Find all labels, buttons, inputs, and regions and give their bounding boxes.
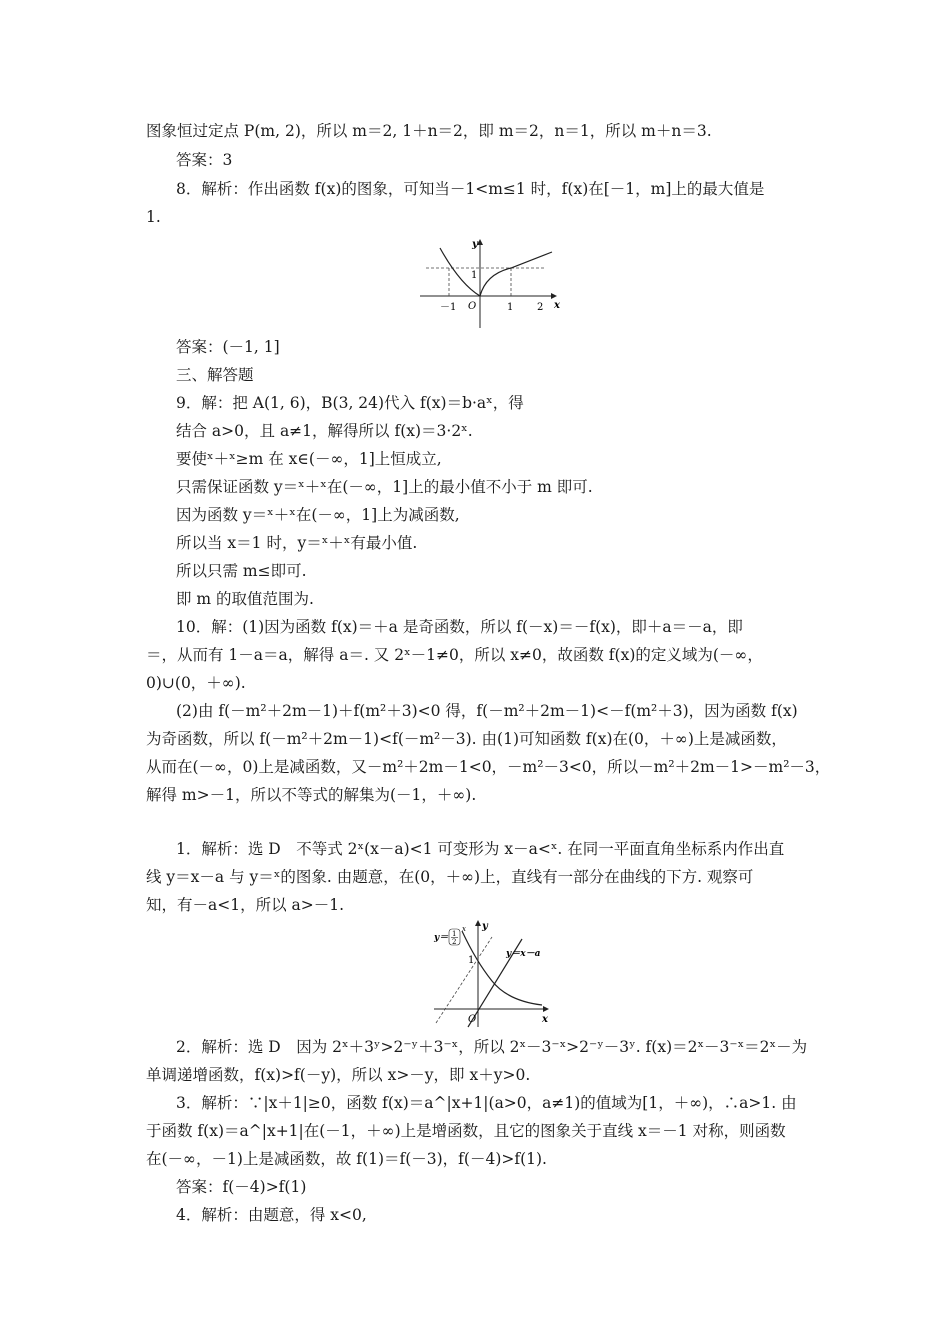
- text-line: 线 y＝x－a 与 y＝ˣ的图象. 由题意，在(0，＋∞)上，直线有一部分在曲线的下方. 观察可: [146, 868, 754, 886]
- text-line: 4．解析：由题意，得 x<0,: [176, 1206, 367, 1224]
- text-line: 1．解析：选 D 不等式 2ˣ(x－a)<1 可变形为 x－a<ˣ. 在同一平面直角坐标系内作出直: [176, 840, 785, 858]
- text-line: 1.: [146, 208, 161, 226]
- answer-line: 答案：3: [176, 151, 233, 169]
- text-line: 即 m 的取值范围为.: [176, 590, 314, 608]
- text-line: 为奇函数，所以 f(－m²＋2m－1)<f(－m²－3). 由(1)可知函数 f(x)在(0，＋∞)上是减函数，: [146, 730, 787, 748]
- x-tick-minus1: －1: [440, 302, 457, 313]
- x-axis-label: x: [554, 300, 560, 311]
- text-line: 要使ˣ＋ˣ≥m 在 x∈(－∞，1]上恒成立,: [176, 450, 442, 468]
- text-line: 于函数 f(x)＝a^|x+1|在(－1，＋∞)上是增函数，且它的图象关于直线 x＝－1 对称，则函数: [146, 1122, 786, 1140]
- text-line: ＝，从而有 1－a＝a，解得 a＝. 又 2ˣ－1≠0，所以 x≠0，故函数 f(x)的定义域为(－∞，: [146, 646, 763, 664]
- text-line: 从而在(－∞，0)上是减函数，又－m²＋2m－1<0，－m²－3<0，所以－m²＋2m－1>－m²－3，: [146, 758, 831, 776]
- x-tick-2: 2: [537, 302, 544, 313]
- text-line: 9．解：把 A(1, 6)，B(3, 24)代入 f(x)＝b·aˣ，得: [176, 394, 524, 412]
- text-line: 图象恒过定点 P(m, 2)，所以 m＝2, 1＋n＝2，即 m＝2，n＝1，所以 m＋n＝3.: [146, 122, 712, 140]
- dashed-parallel-line: [436, 937, 492, 1023]
- text-line: 知，有－a<1，所以 a>－1.: [146, 896, 345, 914]
- answer-line: 答案：f(－4)>f(1): [176, 1178, 307, 1196]
- exponential-curve: [462, 931, 542, 1005]
- curve-base-numerator: 1: [452, 930, 457, 938]
- x-axis-label: x: [542, 1014, 548, 1025]
- origin-label: O: [468, 1014, 477, 1025]
- y-tick-label: 1: [471, 270, 478, 281]
- curve-label-prefix: y＝: [434, 933, 449, 943]
- text-line: 10．解：(1)因为函数 f(x)＝＋a 是奇函数，所以 f(－x)＝－f(x)，即＋a＝－a，即: [176, 618, 743, 636]
- curve-exponent: x: [462, 925, 466, 933]
- line-label: y＝x－a: [506, 949, 541, 959]
- text-line: 单调递增函数，f(x)>f(－y)，所以 x>－y，即 x＋y>0.: [146, 1066, 531, 1084]
- text-line: 因为函数 y＝ˣ＋ˣ在(－∞，1]上为减函数,: [176, 506, 460, 524]
- y-tick-label: 1: [468, 955, 475, 966]
- text-line: 8．解析：作出函数 f(x)的图象，可知当－1<m≤1 时，f(x)在[－1，m]上的最大值是: [176, 180, 765, 198]
- text-line: 2．解析：选 D 因为 2ˣ＋3ʸ>2⁻ʸ＋3⁻ˣ，所以 2ˣ－3⁻ˣ>2⁻ʸ－3ʸ. f(x)＝2ˣ－3⁻ˣ＝2ˣ－为: [176, 1038, 808, 1056]
- origin-label: O: [468, 301, 477, 312]
- graph-figure-1: [418, 236, 566, 330]
- y-axis-label: y: [472, 239, 478, 250]
- graph-figure-2: [430, 919, 554, 1031]
- answer-line: 答案：(－1, 1]: [176, 338, 280, 356]
- x-tick-1: 1: [507, 302, 514, 313]
- text-line: 在(－∞，－1)上是减函数，故 f(1)＝f(－3)，f(－4)>f(1).: [146, 1150, 547, 1168]
- curve-base-denominator: 2: [452, 938, 457, 946]
- text-line: 解得 m>－1，所以不等式的解集为(－1，＋∞).: [146, 786, 477, 804]
- right-branch-curve: [480, 252, 552, 296]
- text-line: 结合 a>0，且 a≠1，解得所以 f(x)＝3·2ˣ.: [176, 422, 473, 440]
- text-line: 所以只需 m≤即可.: [176, 562, 307, 580]
- y-axis-label: y: [482, 921, 488, 932]
- text-line: 3．解析：∵|x＋1|≥0，函数 f(x)＝a^|x+1|(a>0，a≠1)的值域为[1，＋∞)，∴a>1. 由: [176, 1094, 797, 1112]
- text-line: 所以当 x＝1 时，y＝ˣ＋ˣ有最小值.: [176, 534, 418, 552]
- text-line: 只需保证函数 y＝ˣ＋ˣ在(－∞，1]上的最小值不小于 m 即可.: [176, 478, 593, 496]
- section-heading: 三、解答题: [176, 366, 254, 384]
- text-line: 0)∪(0，＋∞).: [146, 674, 246, 692]
- text-line: (2)由 f(－m²＋2m－1)＋f(m²＋3)<0 得，f(－m²＋2m－1)<－f(m²＋3)，因为函数 f(x): [176, 702, 798, 720]
